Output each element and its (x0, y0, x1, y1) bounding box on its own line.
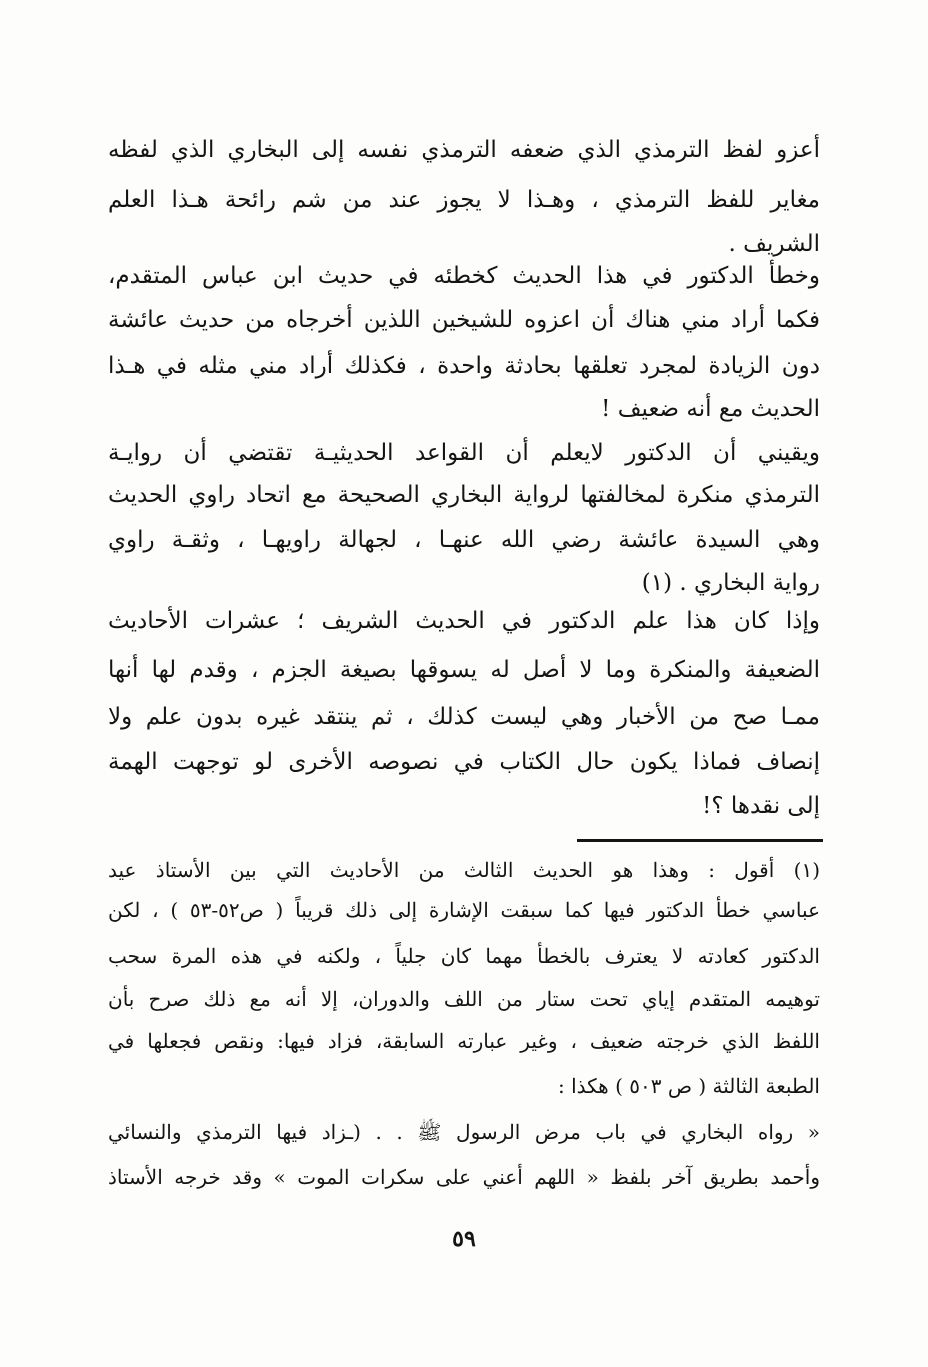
body-line: فكما أراد مني هناك أن اعزوه للشيخين اللذين أخرجاه من حديث عائشة (108, 307, 820, 333)
body-line: دون الزيادة لمجرد تعلقها بحادثة واحدة ، فكذلك أراد مني مثله في هـذا (108, 353, 820, 379)
footnote-line: (١) أقول : وهذا هو الحديث الثالث من الأحاديث التي بين الأستاذ عيد (108, 858, 820, 882)
page-number: ٥٩ (452, 1226, 476, 1252)
body-line: مغاير للفظ الترمذي ، وهـذا لا يجوز عند من شم رائحة هـذا العلم (108, 187, 820, 213)
body-line: وهي السيدة عائشة رضي الله عنهـا ، لجهالة راويهـا ، وثقـة راوي (108, 527, 820, 553)
body-line: إنصاف فماذا يكون حال الكتاب في نصوصه الأخرى لو توجهت الهمة (108, 749, 820, 775)
body-line: الشريف . (728, 231, 820, 257)
body-line: رواية البخاري . (١) (641, 570, 820, 596)
footnote-line: « رواه البخاري في باب مرض الرسول ﷺ . . (ـزاد فيها الترمذي والنسائي (108, 1120, 820, 1144)
footnote-line: عباسي خطأ الدكتور فيها كما سبقت الإشارة إلى ذلك قريباً ( ص٥٢-٥٣ ) ، لكن (108, 898, 820, 922)
body-line: الترمذي منكرة لمخالفتها لرواية البخاري الصحيحة مع اتحاد راوي الحديث (108, 482, 820, 508)
body-line: وخطأ الدكتور في هذا الحديث كخطئه في حديث ابن عباس المتقدم، (108, 263, 820, 289)
body-line: إلى نقدها ؟! (702, 793, 820, 819)
body-line: أعزو لفظ الترمذي الذي ضعفه الترمذي نفسه إلى البخاري الذي لفظه (108, 137, 820, 163)
body-line: ويقيني أن الدكتور لايعلم أن القواعد الحديثيـة تقتضي أن روايـة (108, 440, 820, 466)
body-line: وإذا كان هذا علم الدكتور في الحديث الشريف ؛ عشرات الأحاديث (108, 608, 820, 634)
footnote-line: اللفظ الذي خرجته ضعيف ، وغير عبارته السابقة، فزاد فيها: ونقص فجعلها في (108, 1029, 820, 1053)
footnote-separator (577, 839, 823, 842)
footnote-line: الطبعة الثالثة ( ص ٥٠٣ ) هكذا : (557, 1074, 820, 1098)
footnote-line: توهيمه المتقدم إياي تحت ستار من اللف والدوران، إلا أنه مع ذلك صرح بأن (108, 987, 820, 1011)
body-line: الحديث مع أنه ضعيف ! (601, 396, 820, 422)
body-line: الضعيفة والمنكرة وما لا أصل له يسوقها بصيغة الجزم ، وقدم لها أنها (108, 657, 820, 683)
footnote-line: الدكتور كعادته لا يعترف بالخطأ مهما كان جلياً ، ولكنه في هذه المرة سحب (108, 944, 820, 968)
body-line: ممـا صح من الأخبار وهي ليست كذلك ، ثم ينتقد غيره بدون علم ولا (108, 704, 820, 730)
footnote-line: وأحمد بطريق آخر بلفظ « اللهم أعني على سكرات الموت » وقد خرجه الأستاذ (108, 1165, 820, 1189)
